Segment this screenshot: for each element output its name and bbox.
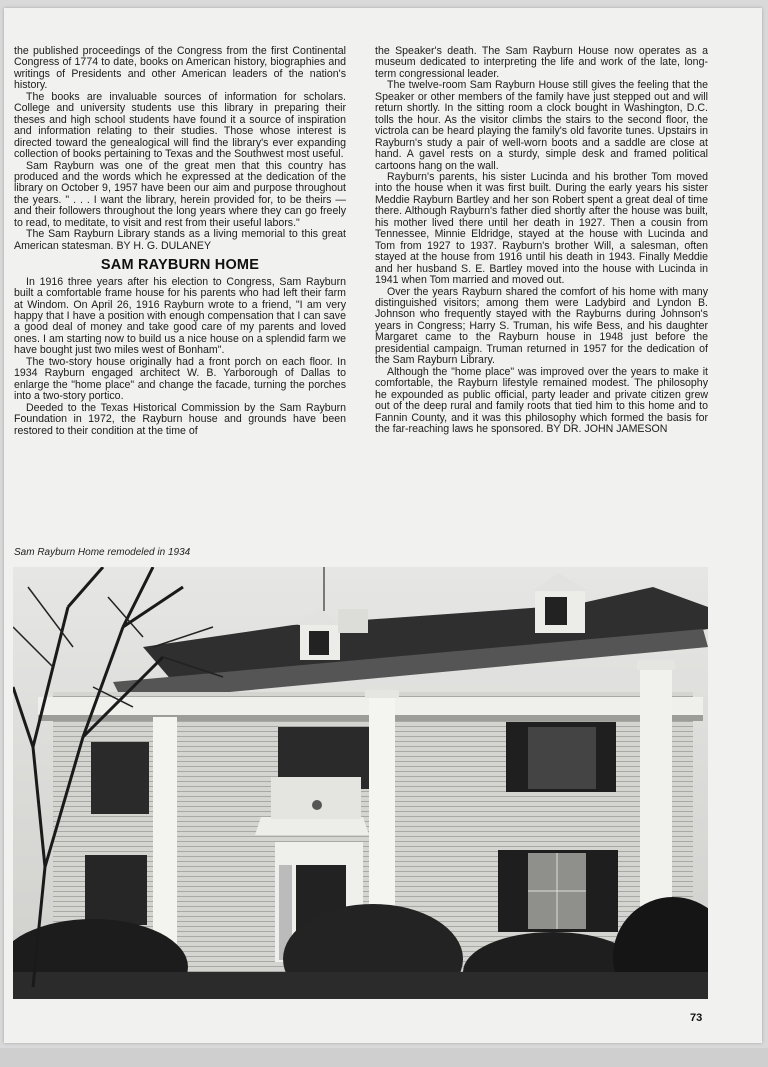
left-paragraph-3: Sam Rayburn was one of the great men that this country has produced and the words which he expressed at the dedication of the library on October 9, 1957 have been our aim and purpose throughout the years. " . . . I want the library, herein provided for, to be theirs — and their followers throughout the long years where they can go freely to read, to meditate, to visit and rest from their useful labors." [14,159,346,229]
right-paragraph-4: Over the years Rayburn shared the comfort of his home with many distinguished visitors; among them were Ladybird and Lyndon B. Johnson who frequently stayed with the Rayburns during Johnson's years in Congress; Harry S. Truman, his wife Bess, and his daughter Margaret came to the Rayburn house in 1948 just before the presidential campaign. Truman returned in 1957 for the dedication of the Sam Rayburn Library. [375,285,708,367]
left-paragraph-6: The two-story house originally had a front porch on each floor. In 1934 Rayburn engaged architect W. B. Yarborough of Dallas to enlarge the "home place" and change the facade, turning the porches into a two-story portico. [14,355,346,403]
left-paragraph-5: In 1916 three years after his election to Congress, Sam Rayburn built a comfortable frame house for his parents who had left their farm at Windom. On April 26, 1916 Rayburn wrote to a friend, "I am very happy that I have a position with enough compensation that I can save a good deal of money and take good care of my parents and loved ones. I am starting now to build us a nice house on a splendid farm we have bought just two miles west of Bonham". [14,275,346,357]
right-paragraph-3: Rayburn's parents, his sister Lucinda and his brother Tom moved into the house when it was first built. During the early years his sister Meddie Rayburn Bartley and her son Robert spent a great deal of time there. Although Rayburn's father died shortly after the house was built, his mother lived there until her death in 1927. Then a cousin from Tennessee, Minnie Eldridge, stayed at the house with Lucinda and Tom from 1927 to 1937. Rayburn's brother Will, a salesman, often stayed at the house from 1916 until his death in 1943. Finally Meddie and her husband S. E. Bartley moved into the house with Lucinda in 1941 when Tom married and moved out. [375,170,708,287]
house-photograph [13,567,708,999]
scan-background-strip [0,1048,768,1067]
section-heading: SAM RAYBURN HOME [100,257,260,274]
right-column [375,46,708,435]
right-paragraph-1: the Speaker's death. The Sam Rayburn House now operates as a museum dedicated to interpreting the life and work of the late, long-term congressional leader. [375,45,708,80]
house-illustration [13,567,708,999]
left-paragraph-byline: The Sam Rayburn Library stands as a living memorial to this great American statesman. BY H. G. DULANEY [14,228,346,252]
left-paragraph-1: the published proceedings of the Congress from the first Continental Congress of 1774 to date, books on American history, biographies and writings of Presidents and other American leaders of the nation's history. [14,45,346,92]
page-number: 73 [690,1012,703,1024]
right-paragraph-5: Although the "home place" was improved over the years to make it comfortable, the Rayburn lifestyle remained modest. The philosophy he expounded as public official, party leader and private citizen grew out of the deep rural and family roots that tied him to this home and to Fannin County, and it was this philosophy which formed the basis for the far-reaching laws he sponsored. BY DR. JOHN JAMESON [375,365,708,435]
photo-caption: Sam Rayburn Home remodeled in 1934 [14,547,191,558]
right-paragraph-2: The twelve-room Sam Rayburn House still gives the feeling that the Speaker or other members of the family have just stepped out and will return shortly. In the sitting room a clock bought in Washington, D.C. tolls the hour. As the visitor climbs the stairs to the second floor, the victrola can be heard playing the family's old favorite tunes. Upstairs in Rayburn's study a pair of well-worn boots and a saddle are close at hand. A gavel rests on a sturdy, simple desk and framed political cartoons hang on the wall. [375,79,708,172]
left-paragraph-7: Deeded to the Texas Historical Commission by the Sam Rayburn Foundation in 1972, the Rayburn house and grounds have been restored to their condition at the time of [14,401,346,437]
left-paragraph-2: The books are invaluable sources of information for scholars. College and university students use this library in preparing their theses and high school students have found it a source of inspiration and information relating to their studies. Those whose interest is directed toward the genealogical will find the library's ever expanding collection of books pertaining to Texas and the Southwest most useful. [14,90,346,161]
left-column [14,46,346,437]
